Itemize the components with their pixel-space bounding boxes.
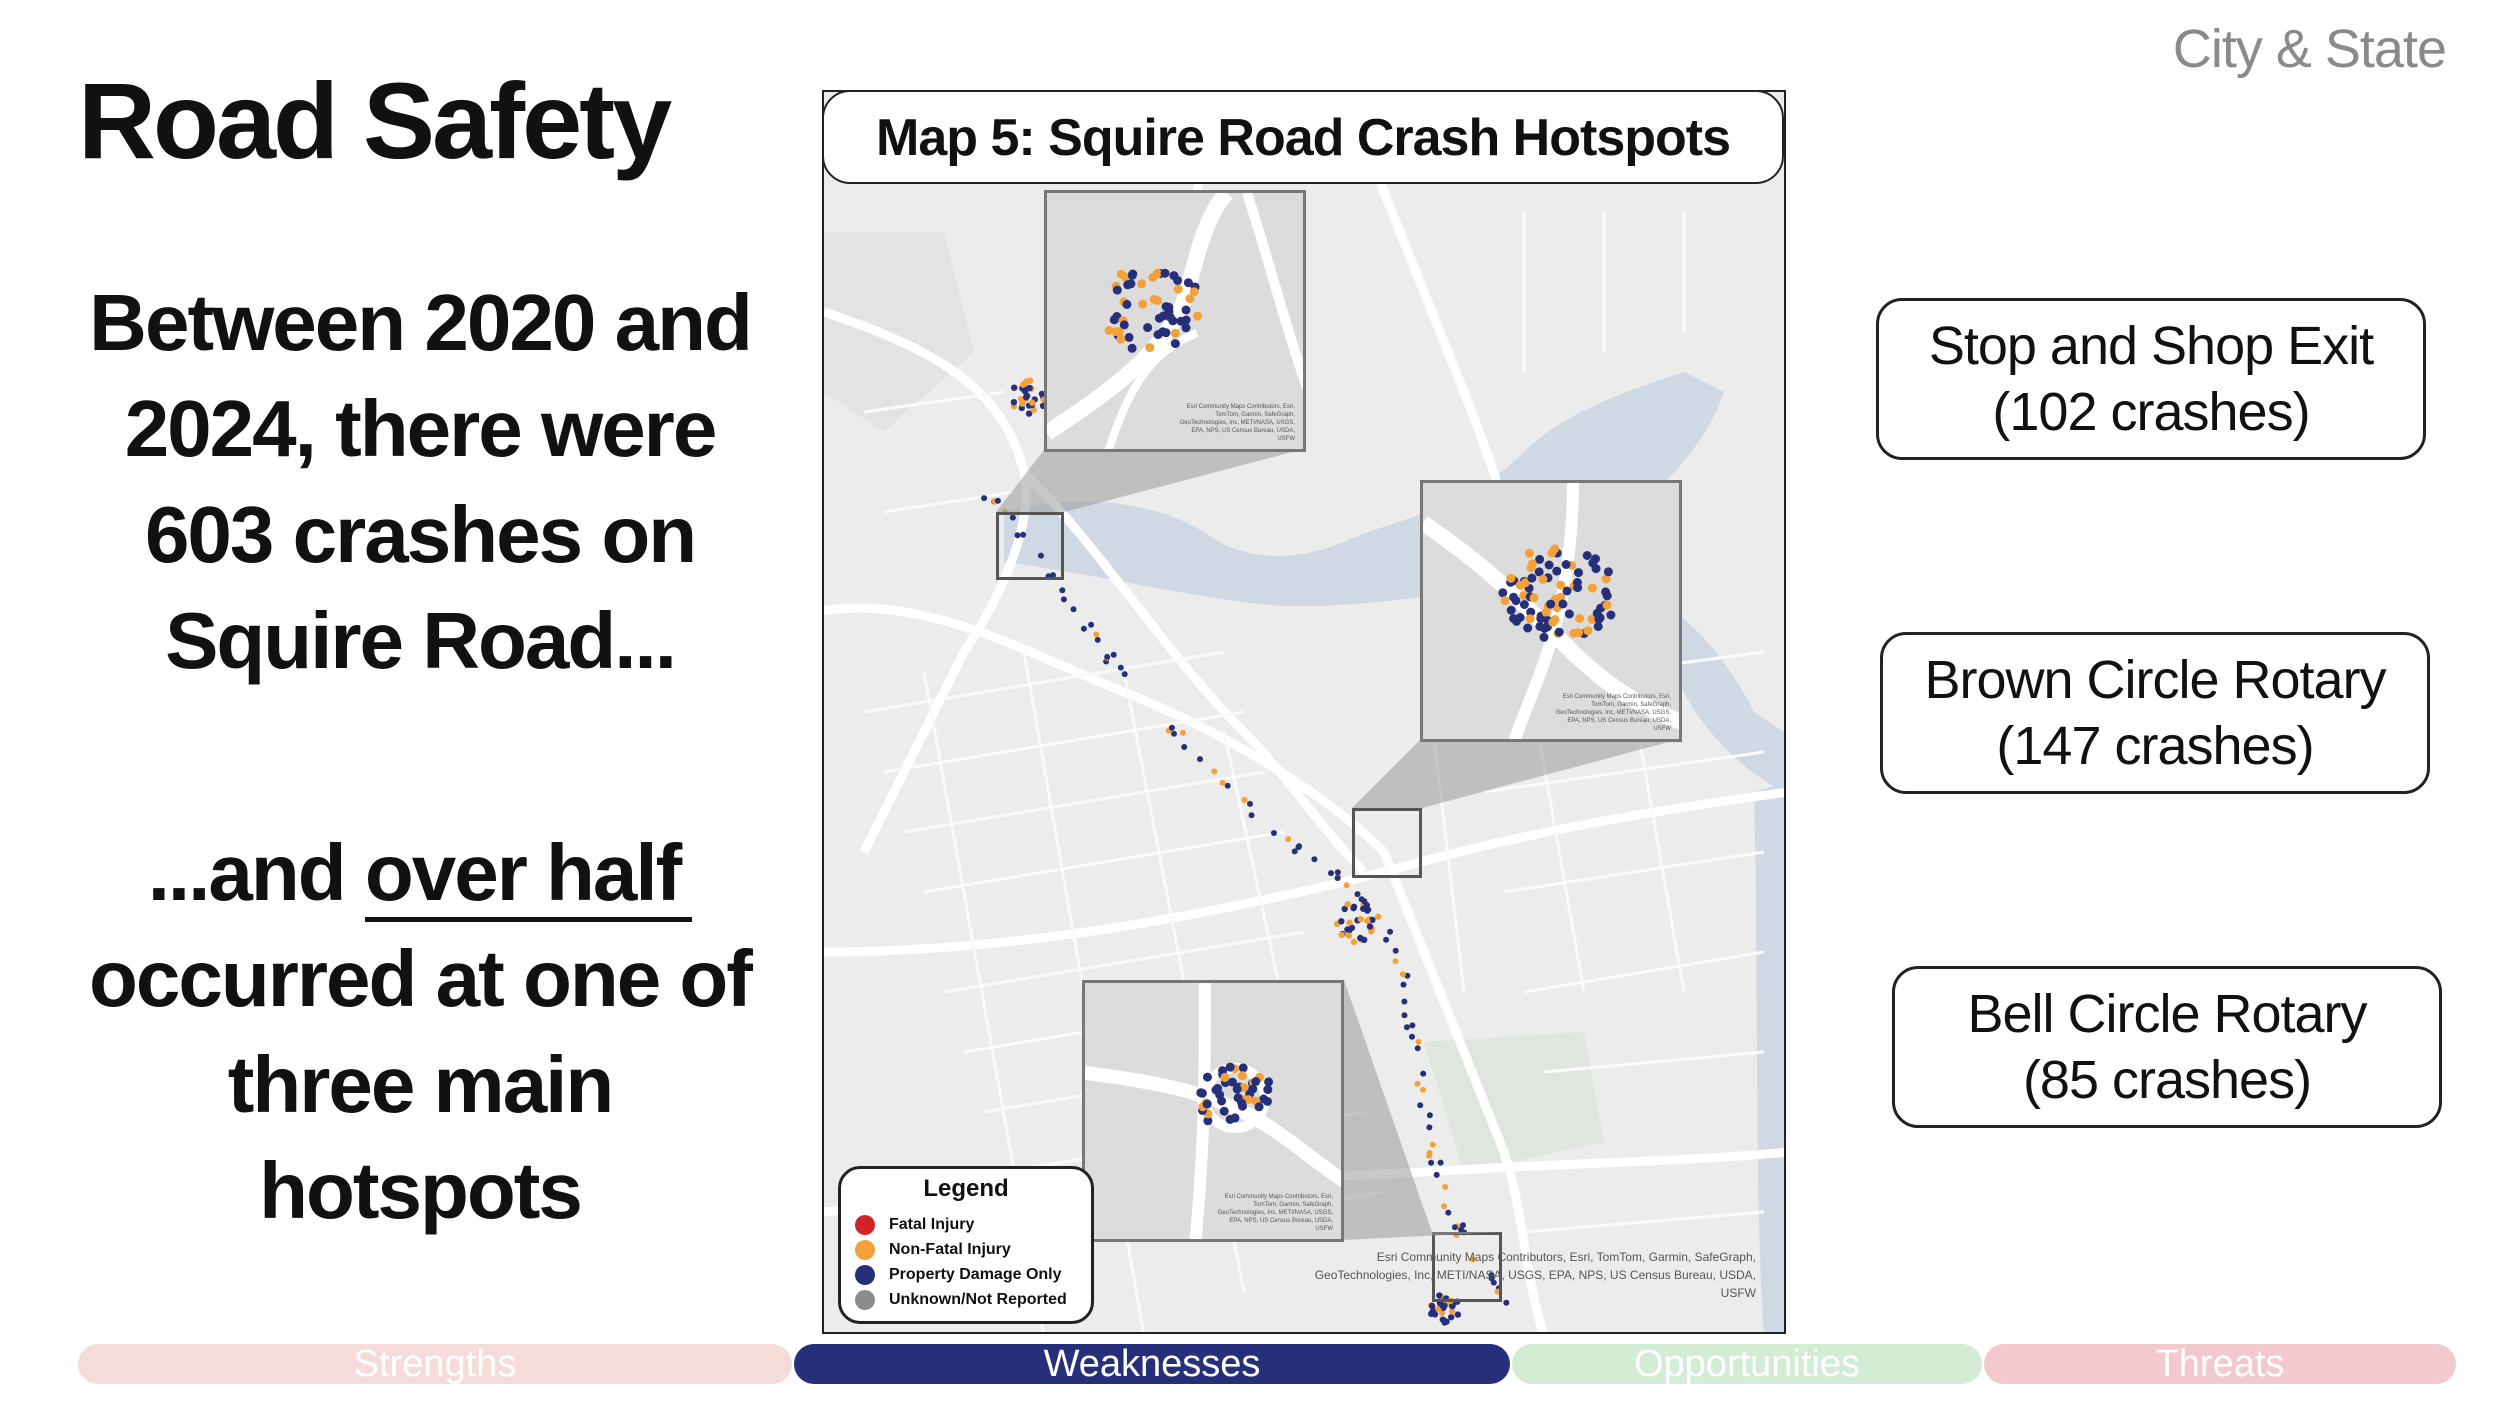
crash-point xyxy=(1606,611,1615,620)
hotspot-line: hotspots xyxy=(259,1146,581,1235)
crash-point xyxy=(1125,333,1134,342)
crash-point xyxy=(1238,1071,1247,1080)
crash-point xyxy=(1575,614,1584,623)
crash-point xyxy=(1588,584,1597,593)
swot-label: Opportunities xyxy=(1633,1343,1860,1385)
crash-point xyxy=(1203,1073,1212,1082)
crash-point xyxy=(1540,633,1549,642)
legend-label: Unknown/Not Reported xyxy=(889,1291,1067,1308)
crash-point xyxy=(1573,583,1582,592)
crash-point xyxy=(1535,622,1544,631)
crash-point xyxy=(1203,1100,1212,1109)
inset-stop-and-shop xyxy=(1044,190,1306,452)
lead-line: 603 crashes on xyxy=(144,490,696,579)
crash-point xyxy=(1145,343,1154,352)
hotspot-line: three main xyxy=(227,1040,613,1129)
crash-point xyxy=(1226,1063,1235,1072)
crash-point xyxy=(1569,629,1578,638)
swot-tab-weaknesses[interactable] xyxy=(794,1344,1510,1384)
inset-credit: Esri Community Maps Contributors, Esri, TomTom, Garmin, SafeGraph, GeoTechnologies, Inc, METI/NASA, USGS, EPA, NPS, US Census Bureau, USDA, USFW xyxy=(1555,694,1671,732)
legend-label: Fatal Injury xyxy=(889,1216,975,1233)
crash-point xyxy=(1552,567,1561,576)
crash-point xyxy=(1113,286,1122,295)
crash-point xyxy=(1255,1102,1264,1111)
crash-point xyxy=(1154,330,1163,339)
crash-point xyxy=(1215,1090,1224,1099)
crash-point xyxy=(1193,312,1202,321)
legend-label: Property Damage Only xyxy=(889,1266,1062,1283)
legend-label: Non-Fatal Injury xyxy=(889,1241,1011,1258)
legend-swatch xyxy=(855,1240,875,1260)
crash-point xyxy=(1239,1063,1248,1072)
crash-point xyxy=(1143,323,1152,332)
crash-point xyxy=(1507,606,1516,615)
callout-name: Brown Circle Rotary xyxy=(1924,650,2386,710)
crash-point xyxy=(1538,575,1547,584)
crash-point xyxy=(1512,596,1521,605)
crash-point xyxy=(1603,601,1612,610)
crash-point xyxy=(1122,300,1131,309)
crash-point xyxy=(1159,311,1168,320)
crash-point xyxy=(1161,269,1170,278)
crash-point xyxy=(1128,271,1137,280)
crash-point xyxy=(1182,306,1191,315)
crash-point xyxy=(1128,344,1137,353)
crash-point xyxy=(1520,600,1529,609)
crash-point xyxy=(1583,626,1592,635)
connector-wedge xyxy=(1344,980,1502,1240)
crash-point xyxy=(1550,544,1559,553)
crash-point xyxy=(1171,329,1180,338)
crash-point xyxy=(1190,287,1199,296)
crash-point xyxy=(1169,271,1178,280)
crash-point xyxy=(1525,549,1534,558)
crash-point xyxy=(1153,296,1162,305)
crash-point xyxy=(1162,328,1171,337)
hotspot-emphasis: over half xyxy=(365,828,692,922)
legend-swatch xyxy=(855,1215,875,1235)
crash-point xyxy=(1555,628,1564,637)
crash-point xyxy=(1126,279,1135,288)
crash-point xyxy=(1542,608,1551,617)
callout-name: Stop and Shop Exit xyxy=(1928,316,2374,376)
lead-line: Between 2020 and xyxy=(89,278,751,367)
crash-point xyxy=(1574,568,1583,577)
crash-point xyxy=(1171,339,1180,348)
crash-point xyxy=(1603,591,1612,600)
lead-line: Squire Road... xyxy=(165,596,675,685)
lead-line: 2024, there were xyxy=(124,384,716,473)
brand-logo-text: City & State xyxy=(2172,19,2446,79)
crash-point xyxy=(1137,279,1146,288)
crash-point xyxy=(1562,560,1571,569)
crash-point xyxy=(1498,588,1507,597)
inset-credit: Esri Community Maps Contributors, Esri, TomTom, Garmin, SafeGraph, GeoTechnologies, Inc, METI/NASA, USGS, EPA, NPS, US Census Bureau, USDA, USFW xyxy=(1179,404,1295,442)
swot-tab-strengths[interactable] xyxy=(78,1344,792,1384)
crash-point xyxy=(1138,300,1147,309)
swot-label: Weaknesses xyxy=(1043,1343,1261,1385)
crash-point xyxy=(1220,1107,1229,1116)
callout-brown-circle xyxy=(1880,632,2430,794)
callout-bell-circle xyxy=(1892,966,2442,1128)
crash-point xyxy=(1115,327,1124,336)
crash-point xyxy=(1583,551,1592,560)
crash-point xyxy=(1527,574,1536,583)
connector-wedge xyxy=(1352,740,1676,808)
connector-wedge xyxy=(996,450,1300,512)
crash-point xyxy=(1527,563,1536,572)
crash-point xyxy=(1233,1085,1242,1094)
map-title: Map 5: Squire Road Crash Hotspots xyxy=(822,90,1784,184)
inset-credit: Esri Community Maps Contributors, Esri, TomTom, Garmin, SafeGraph, GeoTechnologies, Inc, METI/NASA, USGS, EPA, NPS, US Census Bureau, USDA, USFW xyxy=(1217,1194,1333,1232)
callout-name: Bell Circle Rotary xyxy=(1967,984,2367,1044)
crash-point xyxy=(1177,317,1186,326)
crash-point xyxy=(1237,1099,1246,1108)
page-title: Road Safety xyxy=(78,60,670,181)
crash-point xyxy=(1231,1113,1240,1122)
crash-point xyxy=(1196,1088,1205,1097)
map-legend xyxy=(838,1166,1094,1324)
crash-point xyxy=(1516,613,1525,622)
crash-point xyxy=(1558,600,1567,609)
swot-tab-threats[interactable] xyxy=(1984,1344,2456,1384)
swot-label: Threats xyxy=(2155,1343,2285,1385)
crash-point xyxy=(1501,596,1510,605)
callout-count: (85 crashes) xyxy=(2022,1050,2312,1110)
crash-point xyxy=(1251,1077,1260,1086)
callout-count: (102 crashes) xyxy=(1992,382,2310,442)
crash-point xyxy=(1545,561,1554,570)
crash-point xyxy=(1162,302,1171,311)
hotspot-line: occurred at one of xyxy=(89,934,751,1023)
crash-point xyxy=(1516,581,1525,590)
crash-point xyxy=(1551,615,1560,624)
inset-brown-circle xyxy=(1420,480,1682,742)
map-attribution: Esri Community Maps Contributors, Esri, TomTom, Garmin, SafeGraph, GeoTechnologies, Inc, METI/NASA, USGS, EPA, NPS, US Census Bureau, USDA, USFW xyxy=(1314,1250,1756,1300)
legend-title: Legend xyxy=(923,1175,1009,1202)
legend-swatch xyxy=(855,1265,875,1285)
hotspot-prefix: ...and xyxy=(147,828,365,917)
crash-point xyxy=(1148,273,1157,282)
legend-item-unknown xyxy=(855,1290,1067,1310)
swot-label: Strengths xyxy=(353,1343,517,1385)
legend-item-property-damage xyxy=(855,1265,1062,1285)
callout-stop-and-shop xyxy=(1876,298,2426,460)
crash-point xyxy=(1593,609,1602,618)
crash-point xyxy=(1116,335,1125,344)
crash-point xyxy=(1604,567,1613,576)
crash-point xyxy=(1563,587,1572,596)
crash-point xyxy=(1588,559,1597,568)
legend-swatch xyxy=(855,1290,875,1310)
crash-point xyxy=(1530,593,1539,602)
legend-item-non-fatal xyxy=(855,1240,1011,1260)
inset-bell-circle xyxy=(1082,980,1344,1242)
crash-point xyxy=(1526,614,1535,623)
callout-count: (147 crashes) xyxy=(1996,716,2314,776)
crash-point xyxy=(1259,1095,1268,1104)
crash-point xyxy=(1263,1085,1272,1094)
crash-point xyxy=(1174,285,1183,294)
swot-tab-opportunities[interactable] xyxy=(1512,1344,1982,1384)
crash-point xyxy=(1565,610,1574,619)
crash-point xyxy=(1110,315,1119,324)
crash-point xyxy=(1523,624,1532,633)
crash-point xyxy=(1264,1077,1273,1086)
crash-point xyxy=(1546,600,1555,609)
legend-item-fatal xyxy=(855,1215,974,1235)
crash-point xyxy=(1507,574,1516,583)
crash-point xyxy=(1220,1073,1229,1082)
